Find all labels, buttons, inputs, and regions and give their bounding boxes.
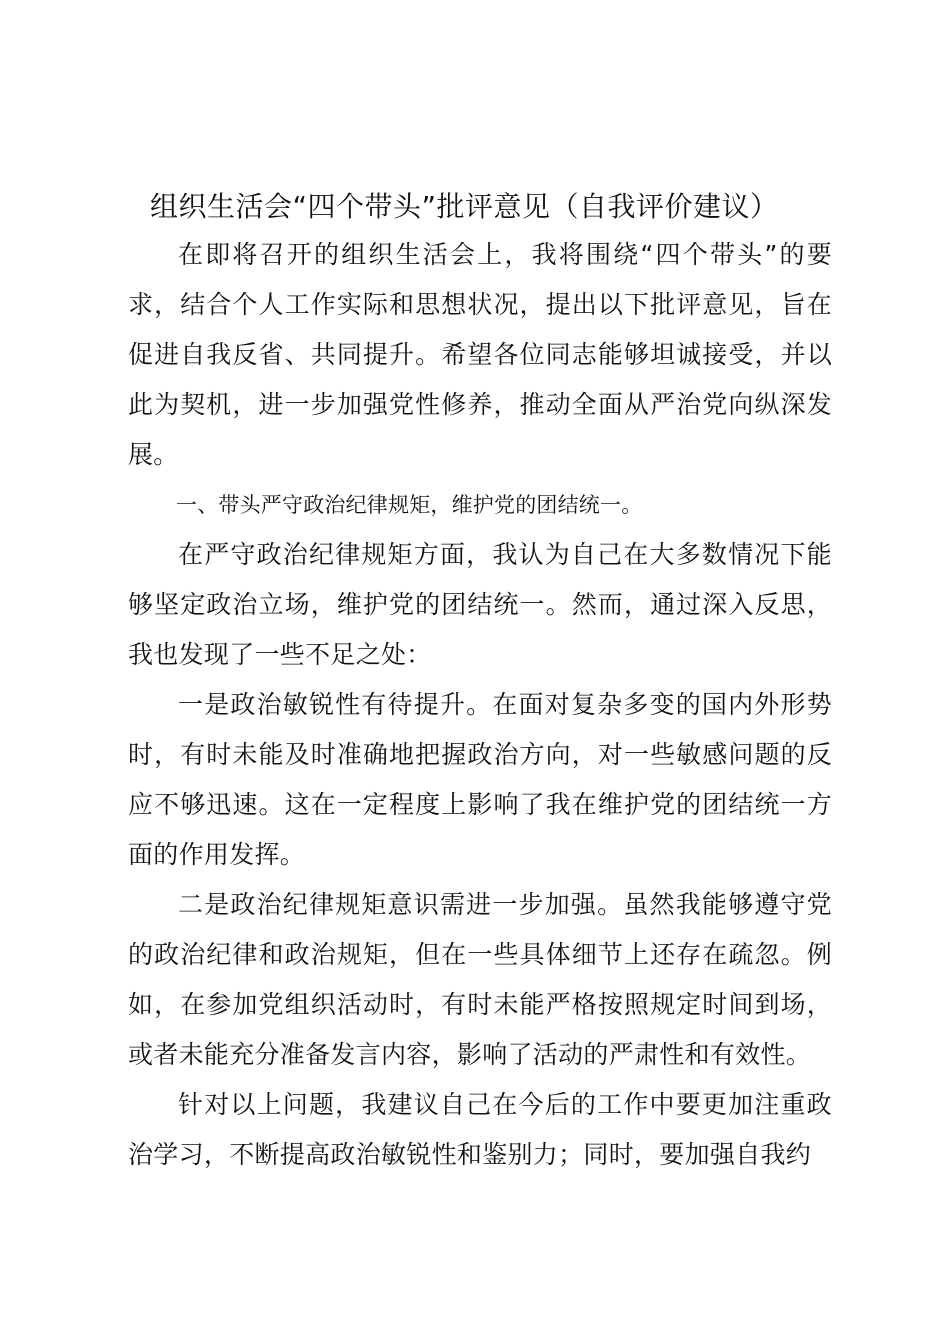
intro-paragraph: 在即将召开的组织生活会上，我将围绕“四个带头”的要求，结合个人工作实际和思想状况，提出以下批评意见，旨在促进自我反省、共同提升。希望各位同志能够坦诚接受，并以此为契机，进一步加强党性修养，推动全面从严治党向纵深发展。 xyxy=(128,240,832,469)
point-2-paragraph: 二是政治纪律规矩意识需进一步加强。虽然我能够遵守党的政治纪律和政治规矩，但在一些具体细节上还存在疏忽。例如，在参加党组织活动时，有时未能严格按照规定时间到场，或者未能充分准备发言内容，影响了活动的严肃性和有效性。 xyxy=(128,890,832,1069)
section-1-paragraph: 在严守政治纪律规矩方面，我认为自己在大多数情况下能够坚定政治立场，维护党的团结统一。然而，通过深入反思，我也发现了一些不足之处： xyxy=(128,540,832,669)
suggestion-paragraph: 针对以上问题，我建议自己在今后的工作中要更加注重政治学习，不断提高政治敏锐性和鉴别力；同时，要加强自我约 xyxy=(128,1090,832,1169)
document-body xyxy=(128,230,832,1180)
section-heading-1: 一、带头严守政治纪律规矩，维护党的团结统一。 xyxy=(176,493,643,517)
point-1-paragraph: 一是政治敏锐性有待提升。在面对复杂多变的国内外形势时，有时未能及时准确地把握政治方向，对一些敏感问题的反应不够迅速。这在一定程度上影响了我在维护党的团结统一方面的作用发挥。 xyxy=(128,690,832,869)
document-title: 组织生活会“四个带头”批评意见（自我评价建议） xyxy=(150,190,779,223)
